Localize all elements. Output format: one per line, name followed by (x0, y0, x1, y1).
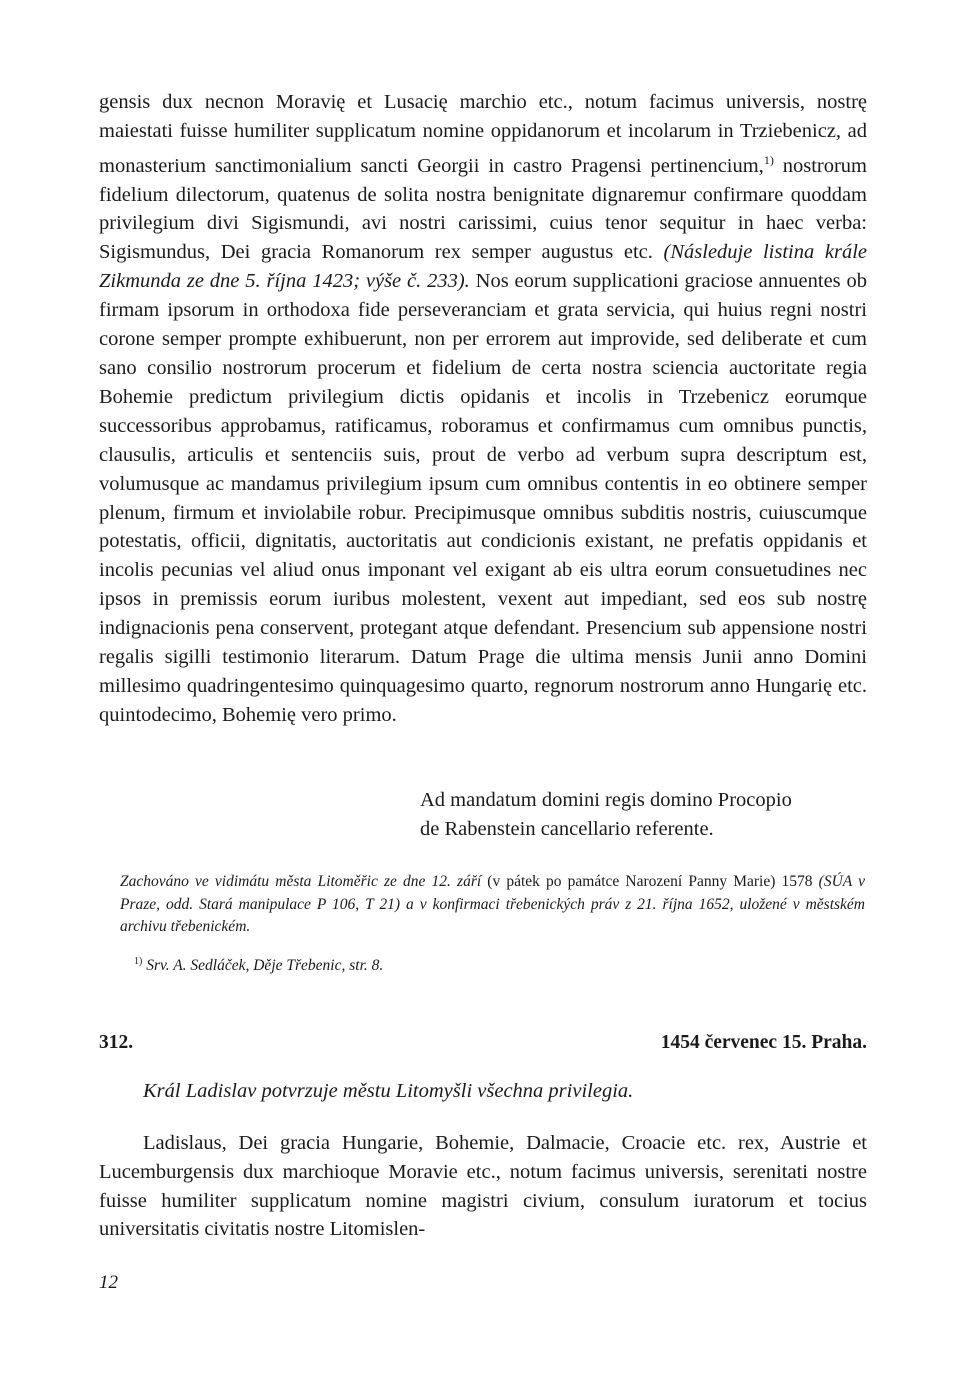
document-text (99, 1129, 867, 1244)
charter-text (99, 88, 867, 730)
chancery-note (420, 786, 880, 844)
document-number: 312. (99, 1032, 134, 1053)
charter-paragraph (99, 88, 867, 730)
footnote-marker: 1) (134, 956, 143, 967)
provenance-note (120, 871, 865, 939)
provenance-plain: (v pátek po památce Narození Panny Marie) 1578 (481, 873, 819, 890)
provenance-italic-2: (SÚA v Praze, odd. Stará manipulace P 106, T 21) a v konfirmaci třebenických práv z 21. října 1652, uložené v městském archivu třebenickém. (120, 873, 865, 936)
footnote-reference: 1) (763, 152, 774, 167)
document-paragraph: Ladislaus, Dei gracia Hungarie, Bohemie, Dalmacie, Croacie etc. rex, Austrie et Lucemburgensis dux marchioque Moravie etc., notum facimus universis, serenitati nostre fuisse humiliter supplicatum nomine magistri civium, consulum iuratorum et tocius universitatis civitatis nostre Litomislen- (99, 1132, 867, 1241)
footnote-text: Srv. A. Sedláček, Děje Třebenic, str. 8. (146, 957, 384, 975)
charter-text-part3: Nos eorum supplicationi graciose annuentes ob firmam ipsorum in orthodoxa fide perseveranciam et grata servicia, qui huius regni nostri corone semper prompte exhibuerunt, non per errorem aut improvide, sed deliberate et cum sano consilio nostrorum procerum et fidelium de certa nostra sciencia auctoritate regia Bohemie predictum privilegium dictis opidanis et incolis in Trzebenicz eorumque successoribus approbamus, ratificamus, roboramus et confirmamus cum omnibus punctis, clausulis, articulis et sentenciis suis, prout de verbo ad verbum supra descriptum est, volumusque ac mandamus privilegium ipsum cum omnibus contentis in eo obtinere semper plenum, firmum et inviolabile robur. Precipimusque omnibus subditis nostris, cuiuscumque potestatis, officii, dignitatis, auctoritatis aut condicionis existant, ne prefatis oppidanis et incolis pecunias vel aliud onus imponant vel exigant ab eis ultra eorum consuetudines nec ipsos in premissis eorum iuribus molestent, vexent aut impediant, sed eos sub nostrę indignacionis pena conservent, protegant atque defendant. Presencium sub appensione nostri regalis sigilli testimonio literarum. Datum Prage die ultima mensis Junii anno Domini millesimo quadringentesimo quinquagesimo quarto, regnorum nostrorum anno Hungarię etc. quintodecimo, Bohemię vero primo. (99, 270, 867, 726)
chancery-note-line2: de Rabenstein cancellario referente. (420, 817, 714, 840)
document-regest: Král Ladislav potvrzuje městu Litomyšli všechna privilegia. (143, 1080, 634, 1102)
provenance-italic-1: Zachováno ve vidimátu města Litoměřic ze dne 12. září (120, 873, 482, 890)
page-number: 12 (99, 1272, 118, 1293)
editorial-note: (Následuje listina krále Zikmunda ze dne 5. října 1423; výše č. 233). (99, 241, 867, 293)
document-date-place: 1454 červenec 15. Praha. (660, 1032, 867, 1053)
charter-text-part2: nostrorum fidelium dilectorum, quatenus de solita nostra benignitate dignaremur confirmare quoddam privilegium divi Sigismundi, avi nostri carissimi, cuius tenor sequitur in haec verba: Sigismundus, Dei gracia Romanorum rex semper augustus etc. (99, 154, 867, 264)
footnote (134, 951, 383, 977)
chancery-note-line1: Ad mandatum domini regis domino Procopio (420, 789, 792, 811)
charter-text-part1: gensis dux necnon Moravię et Lusacię marchio etc., notum facimus universis, nostrę maiestati fuisse humiliter supplicatum nomine oppidanorum et incolarum in Trziebenicz, ad monasterium sanctimonialium sancti Georgii in castro Pragensi pertinencium, (99, 91, 867, 177)
